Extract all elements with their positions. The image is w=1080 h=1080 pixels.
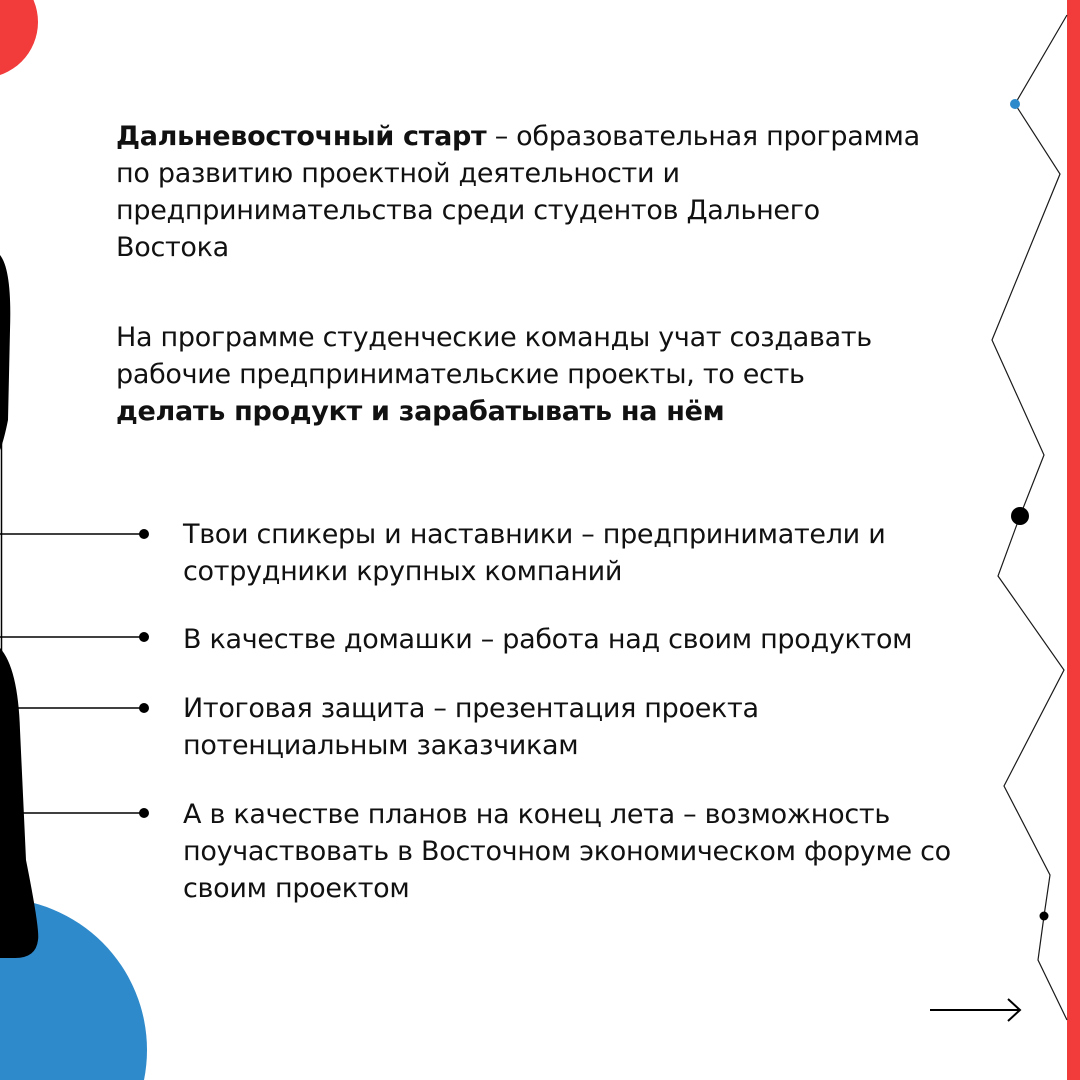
program-name: Дальневосточный старт <box>116 121 487 152</box>
bullet-item-homework: В качестве домашки – работа над своим продуктом <box>183 624 913 655</box>
bullet-marker-2 <box>0 632 149 642</box>
bullet-item-final-defense: Итоговая защита – презентация проекта потенциальным заказчикам <box>183 693 759 761</box>
arrow-right-icon[interactable] <box>930 999 1020 1021</box>
black-silhouette-upper <box>0 255 10 450</box>
program-description: На программе студенческие команды учат создавать рабочие предпринимательские проекты, то есть <box>116 322 872 390</box>
bullet-marker-3 <box>0 703 149 713</box>
intro-description: – образовательная программа по развитию проектной деятельности и предпринимательства среди студентов Дальнего Востока <box>116 121 920 263</box>
bullet-item-summer-plans: А в качестве планов на конец лета – возможность поучаствовать в Восточном экономическом форуме со своим проектом <box>183 799 951 904</box>
zigzag-dot-blue <box>1010 99 1020 109</box>
program-paragraph <box>116 319 906 430</box>
red-right-stripe <box>1067 0 1080 1080</box>
program-highlight: делать продукт и зарабатывать на нём <box>116 396 725 427</box>
bullet-marker-1 <box>0 529 149 539</box>
zigzag-dot-large <box>1011 507 1029 525</box>
intro-paragraph <box>116 118 936 266</box>
zigzag-dot-small <box>1040 912 1049 921</box>
bullet-item-speakers: Твои спикеры и наставники – предприниматели и сотрудники крупных компаний <box>183 519 886 587</box>
zigzag-line <box>992 15 1067 1020</box>
red-corner-circle <box>0 0 38 78</box>
black-silhouette-lower <box>0 648 38 958</box>
